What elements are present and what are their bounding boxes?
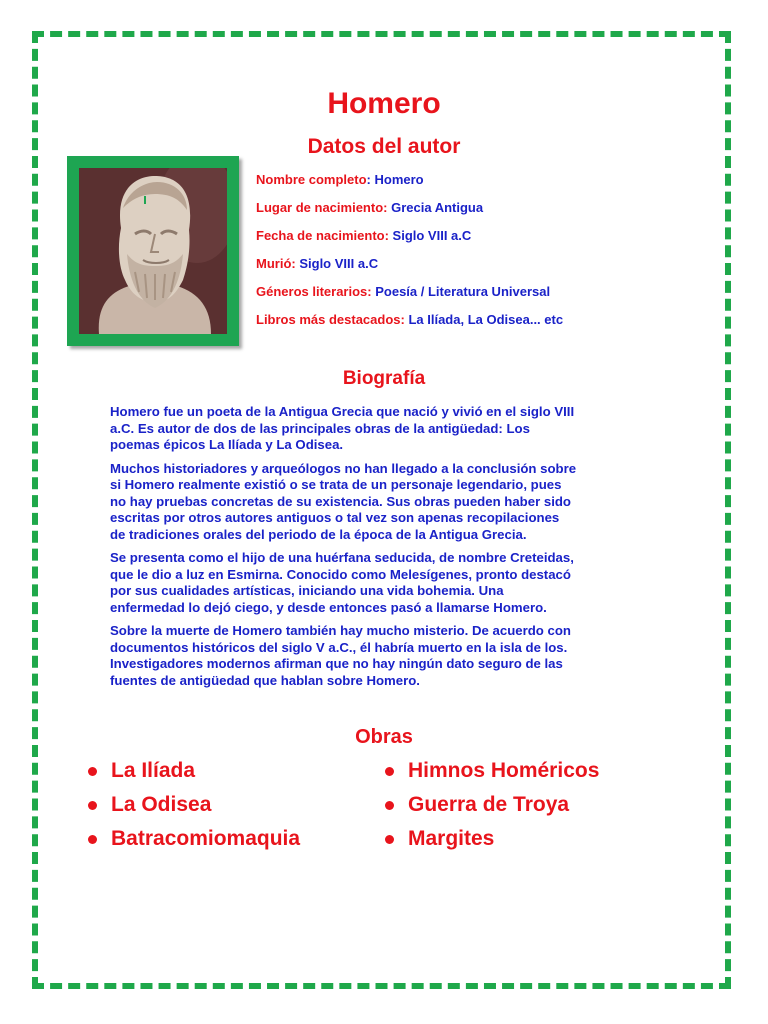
biography-paragraph [110,623,670,689]
fact-value: Poesía / Literatura Universal [375,284,551,299]
list-item [384,792,599,826]
list-item [384,758,599,792]
work-title: Batracomiomaquia [111,827,301,850]
biography-text [110,404,670,696]
bullet-icon [88,835,97,844]
author-portrait [67,156,239,346]
fact-label: Fecha de nacimiento: [256,228,389,243]
work-title: Himnos Homéricos [408,759,600,782]
author-fact-genres [256,282,563,310]
fact-value: Homero [374,172,424,187]
text-line: documentos históricos del siglo V a.C., él habría muerto en la isla de los. [110,639,568,655]
text-line: poemas épicos La Ilíada y La Odisea. [110,437,344,452]
text-line: Muchos historiadores y arqueólogos no han llegado a la conclusión sobre [110,460,577,476]
text-line: enfermedad lo dejó ciego, y desde entonces pasó a llamarse Homero. [110,599,547,615]
work-title: La Odisea [111,793,212,816]
fact-label: Murió: [256,256,296,271]
works-heading: Obras [355,726,413,748]
fact-value: Siglo VIII a.C [299,256,379,271]
text-line: escritas por otros autores antiguos o tal vez son apenas recopilaciones [110,510,560,525]
biography-paragraph [110,404,670,454]
works-list-right [384,758,599,860]
fact-value: Siglo VIII a.C [392,228,472,243]
text-line: Sobre la muerte de Homero también hay mucho misterio. De acuerdo con [110,623,571,638]
bullet-icon [385,767,394,776]
author-fact-birthplace [256,198,563,226]
biography-paragraph [110,550,670,616]
list-item [87,758,300,792]
biography-paragraph [110,461,670,544]
author-facts-list [256,170,563,338]
fact-label: Nombre completo [256,172,367,187]
list-item [87,826,300,860]
list-item [87,792,300,826]
bullet-icon [88,801,97,810]
author-fact-birth-date [256,226,563,254]
text-line: fuentes de antigüedad que hablan sobre Homero. [110,672,420,688]
text-line: a.C. Es autor de dos de las principales obras de la antigüedad: Los [110,420,530,436]
text-line: que le dio a luz en Esmirna. Conocido como Melesígenes, pronto destacó [110,566,571,582]
text-line: Homero fue un poeta de la Antigua Grecia que nació y vivió en el siglo VIII [110,404,575,419]
work-title: La Ilíada [111,759,196,782]
fact-separator: : [366,172,371,187]
fact-value: Grecia Antigua [391,200,484,215]
homer-bust-icon [79,168,227,334]
text-line: no hay pruebas concretas de su existencia. Sus obras pueden haber sido [110,493,571,509]
bullet-icon [385,835,394,844]
fact-label: Géneros literarios: [256,284,372,299]
text-line: Se presenta como el hijo de una huérfana seducida, de nombre Creteidas, [110,550,574,565]
fact-label: Libros más destacados: [256,312,405,327]
page-title: Homero [327,87,441,120]
author-fact-notable-books [256,310,563,338]
fact-value: La Ilíada, La Odisea... etc [408,312,564,327]
author-data-heading: Datos del autor [307,135,461,158]
works-list-left [87,758,300,860]
work-title: Guerra de Troya [408,793,570,816]
text-line: si Homero realmente existió o se trata de un personaje legendario, pues [110,477,562,492]
biography-heading: Biografía [342,368,426,389]
bullet-icon [88,767,97,776]
bullet-icon [385,801,394,810]
text-line: Investigadores modernos afirman que no hay ningún dato seguro de las [110,656,563,671]
author-fact-full-name [256,170,563,198]
list-item [384,826,599,860]
fact-label: Lugar de nacimiento: [256,200,388,215]
text-line: por sus cualidades artísticas, iniciando una vida bohemia. Una [110,583,504,598]
work-title: Margites [408,827,495,850]
author-fact-death [256,254,563,282]
text-line: de tradiciones orales del periodo de la época de la Antigua Grecia. [110,526,527,542]
